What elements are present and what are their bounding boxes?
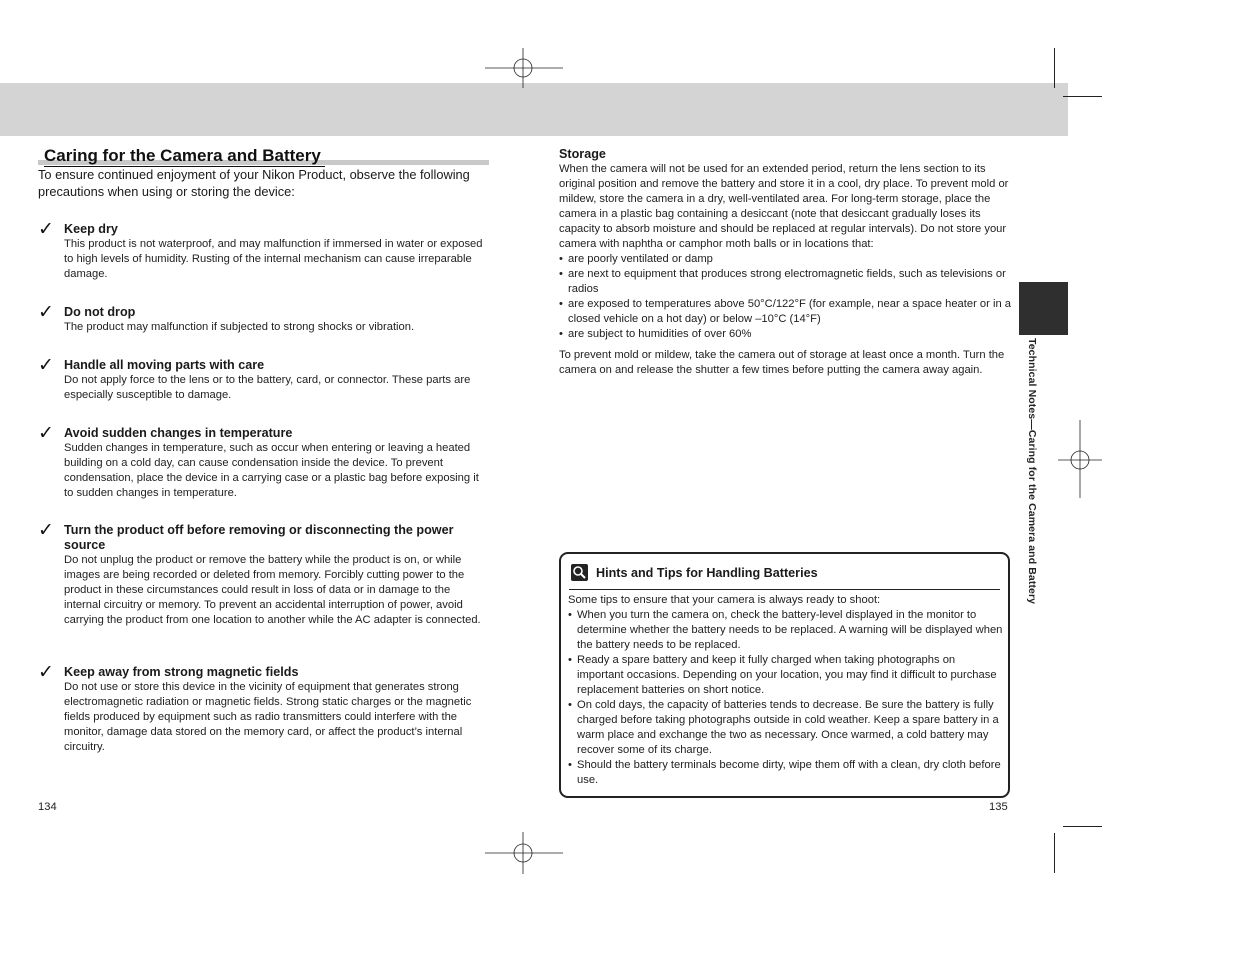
- precaution-body: Do not use or store this device in the vicinity of equipment that generates strong electromagnetic radiation or magnetic fields. Strong static charges or the magnetic fields produced by equipment such as radio transmitters could interfere with the monitor, damage data stored on the memory card, or affect the product’s internal circuitry.: [64, 681, 472, 753]
- precaution-title: Do not drop: [64, 305, 136, 319]
- precaution-do-not-drop: [38, 301, 488, 335]
- precaution-title: Avoid sudden changes in temperature: [64, 426, 293, 440]
- page-number-left: 134: [38, 801, 57, 813]
- precaution-moving-parts: [38, 354, 488, 403]
- list-item: • On cold days, the capacity of batteries tends to decrease. Be sure the battery is fully charged before taking photographs outside in cold weather. Keep a spare battery in a warm place and exchange the two as necessary. Once warmed, a cold battery may recover some of its charge.: [568, 698, 1004, 758]
- list-item: • are next to equipment that produces strong electromagnetic fields, such as televisions or radios: [559, 267, 1015, 297]
- precaution-body: Do not unplug the product or remove the battery while the product is on, or while images are being recorded or deleted from memory. Forcibly cutting power to the product in these circumstances could result in loss of data or in damage to the internal circuitry or memory. To prevent an accidental interruption of power, avoid carrying the product from one location to another while the AC adapter is connected.: [64, 554, 481, 626]
- registration-mark-top: [485, 48, 563, 88]
- list-item: • When you turn the camera on, check the battery-level displayed in the monitor to determine whether the battery needs to be replaced. A warning will be displayed when the battery needs to be replaced.: [568, 608, 1004, 653]
- hints-header: [569, 564, 1000, 590]
- checkmark-icon: ✓: [38, 301, 54, 323]
- precaution-title: Keep away from strong magnetic fields: [64, 665, 299, 679]
- precaution-title: Turn the product off before removing or disconnecting the power source: [64, 523, 454, 552]
- hints-bullet-list: [568, 608, 1004, 788]
- registration-mark-bottom: [485, 832, 563, 874]
- page-title: Caring for the Camera and Battery: [44, 146, 325, 167]
- checkmark-icon: ✓: [38, 519, 54, 541]
- crop-mark-bottom-horizontal: [1063, 826, 1102, 827]
- precaution-temperature: [38, 422, 488, 501]
- storage-title: Storage: [559, 147, 606, 161]
- hints-box: [559, 552, 1010, 798]
- hints-title: Hints and Tips for Handling Batteries: [596, 566, 818, 580]
- checkmark-icon: ✓: [38, 354, 54, 376]
- storage-section: [559, 147, 1015, 378]
- checkmark-icon: ✓: [38, 661, 54, 683]
- checkmark-icon: ✓: [38, 218, 54, 240]
- list-item: • are poorly ventilated or damp: [559, 252, 1015, 267]
- list-item: • Should the battery terminals become dirty, wipe them off with a clean, dry cloth before use.: [568, 758, 1004, 788]
- precaution-body: Sudden changes in temperature, such as occur when entering or leaving a heated building on a cold day, can cause condensation inside the device. To prevent condensation, place the device in a carrying case or a plastic bag before exposing it to sudden changes in temperature.: [64, 442, 479, 499]
- header-band: [0, 83, 1068, 136]
- precaution-body: This product is not waterproof, and may malfunction if immersed in water or exposed to high levels of humidity. Rusting of the internal mechanism can cause irreparable damage.: [64, 238, 483, 280]
- crop-mark-top-vertical: [1054, 48, 1055, 88]
- checkmark-icon: ✓: [38, 422, 54, 444]
- precaution-magnetic-fields: [38, 661, 488, 755]
- precaution-title: Keep dry: [64, 222, 118, 236]
- precaution-body: Do not apply force to the lens or to the battery, card, or connector. These parts are especially susceptible to damage.: [64, 374, 471, 401]
- hints-intro: Some tips to ensure that your camera is always ready to shoot:: [568, 594, 881, 606]
- page-number-right: 135: [989, 801, 1008, 813]
- precaution-keep-dry: [38, 218, 488, 282]
- hints-body: [568, 593, 1004, 788]
- magnifier-icon: [571, 564, 588, 581]
- side-tab-label: Technical Notes—Caring for the Camera and Battery: [1026, 338, 1038, 605]
- precaution-title: Handle all moving parts with care: [64, 358, 265, 372]
- list-item: • Ready a spare battery and keep it fully charged when taking photographs on important occasions. Depending on your location, you may find it difficult to purchase replacement batteries on short notice.: [568, 653, 1004, 698]
- storage-followup: To prevent mold or mildew, take the camera out of storage at least once a month. Turn the camera on and release the shutter a few times before putting the camera away again.: [559, 349, 1005, 376]
- registration-mark-right: [1058, 420, 1102, 498]
- list-item: • are subject to humidities of over 60%: [559, 327, 1015, 342]
- precaution-power-source: [38, 519, 488, 628]
- crop-mark-bottom-vertical: [1054, 833, 1055, 873]
- storage-bullet-list: [559, 252, 1015, 342]
- list-item: • are exposed to temperatures above 50°C/122°F (for example, near a space heater or in a closed vehicle on a hot day) or below –10°C (14°F): [559, 297, 1015, 327]
- intro-paragraph: To ensure continued enjoyment of your Nikon Product, observe the following precautions when using or storing the device:: [38, 167, 470, 199]
- precaution-body: The product may malfunction if subjected to strong shocks or vibration.: [64, 321, 415, 333]
- crop-mark-top-horizontal: [1063, 96, 1102, 97]
- section-tab: [1019, 282, 1068, 335]
- storage-body: When the camera will not be used for an extended period, return the lens section to its original position and remove the battery and store it in a cool, dry place. To prevent mold or mildew, store the camera in a dry, well-ventilated area. For long-term storage, place the camera in a plastic bag containing a desiccant (note that desiccant gradually loses its capacity to absorb moisture and should be replaced at regular intervals). Do not store your camera with naphtha or camphor moth balls or in locations that:: [559, 163, 1009, 250]
